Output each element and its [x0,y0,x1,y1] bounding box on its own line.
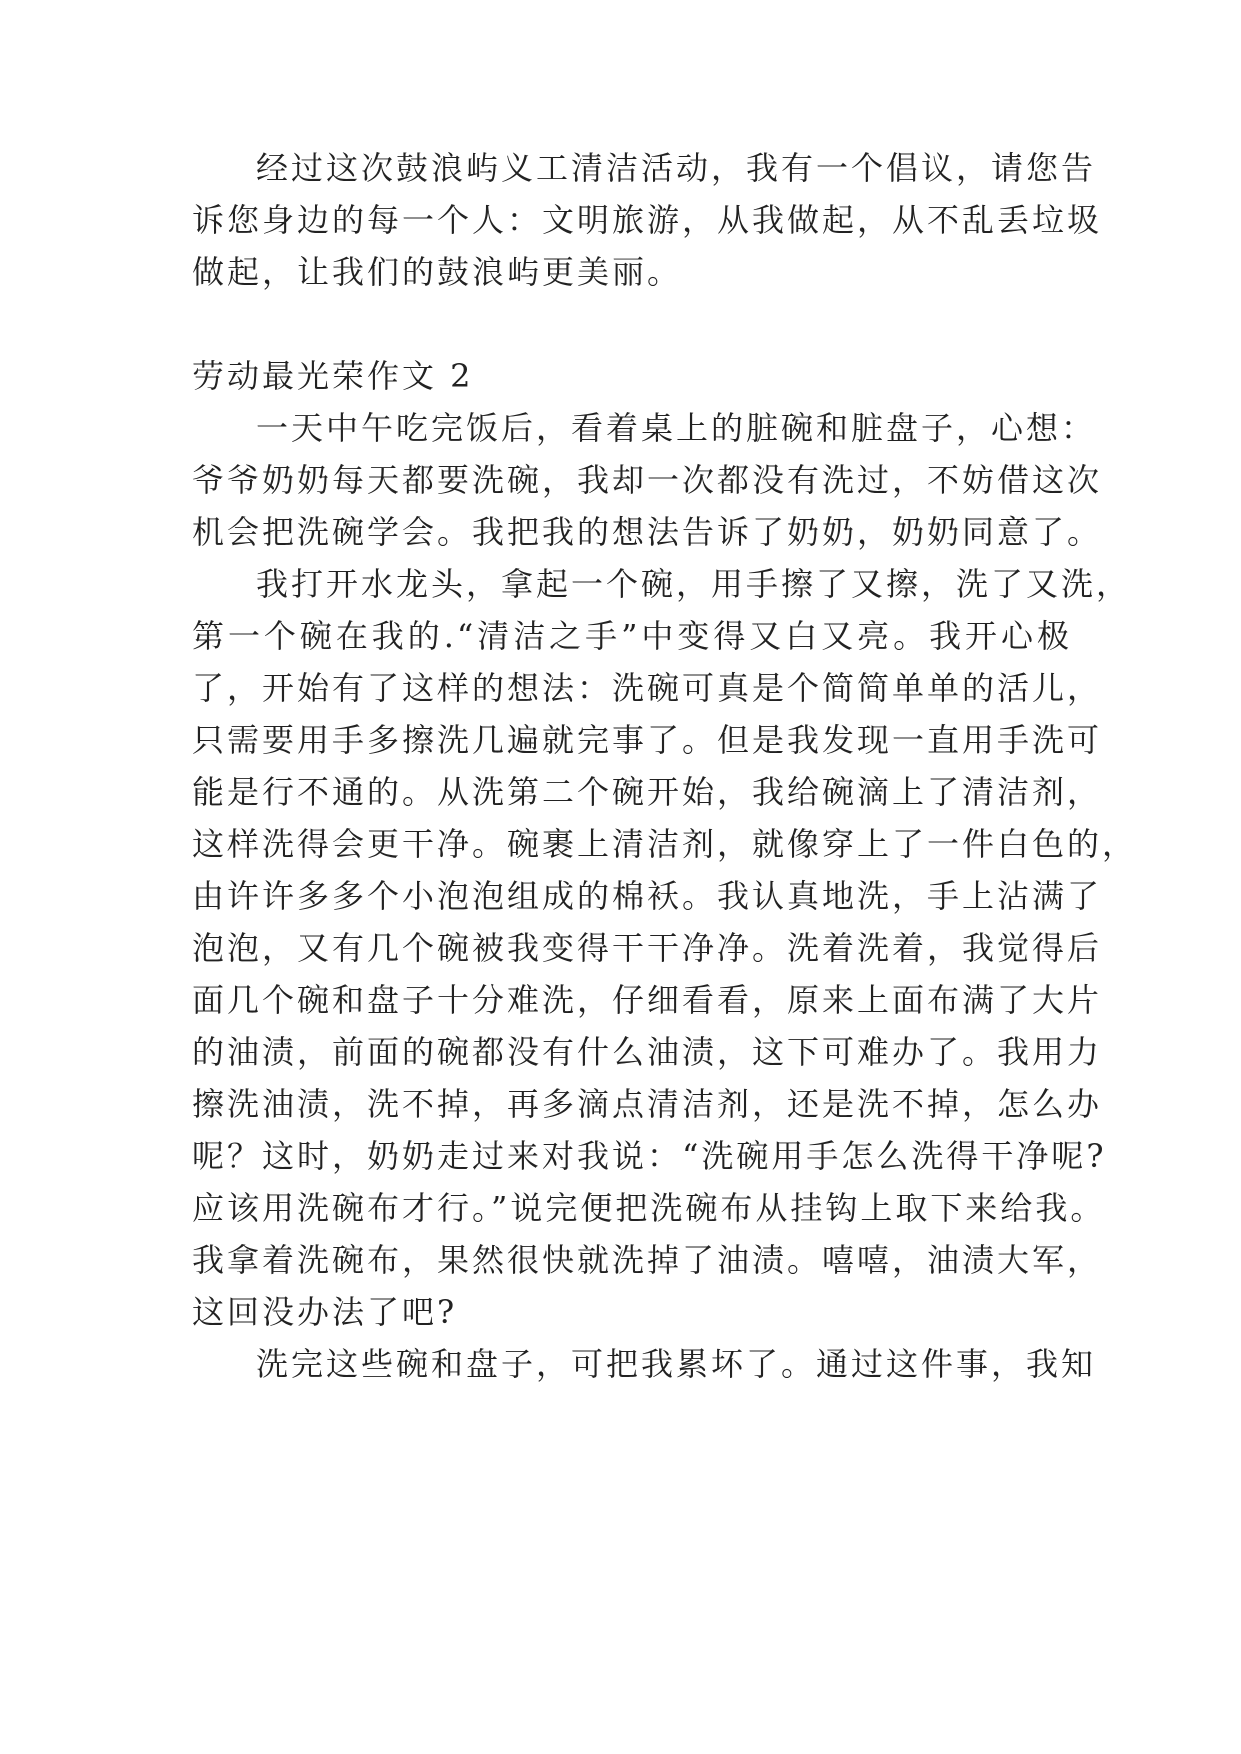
paragraph-line: 我打开水龙头，拿起一个碗，用手擦了又擦，洗了又洗， [256,565,1132,603]
paragraph-line: 泡泡，又有几个碗被我变得干干净净。洗着洗着，我觉得后 [192,929,1103,967]
paragraph-line: 机会把洗碗学会。我把我的想法告诉了奶奶，奶奶同意了。 [192,513,1103,551]
paragraph-line: 应该用洗碗布才行。”说完便把洗碗布从挂钩上取下来给我。 [192,1189,1106,1227]
paragraph-line: 诉您身边的每一个人：文明旅游，从我做起，从不乱丢垃圾 [192,201,1103,239]
paragraph-line: 面几个碗和盘子十分难洗，仔细看看，原来上面布满了大片 [192,981,1103,1019]
paragraph-line: 擦洗油渍，洗不掉，再多滴点清洁剂，还是洗不掉，怎么办 [192,1085,1103,1123]
paragraph-line: 能是行不通的。从洗第二个碗开始，我给碗滴上了清洁剂， [192,773,1103,811]
paragraph-line: 爷爷奶奶每天都要洗碗，我却一次都没有洗过，不妨借这次 [192,461,1103,499]
paragraph-line: 第一个碗在我的.“清洁之手”中变得又白又亮。我开心极 [192,617,1072,655]
paragraph-line: 一天中午吃完饭后，看着桌上的脏碗和脏盘子，心想： [256,409,1097,447]
paragraph-line: 这样洗得会更干净。碗裹上清洁剂，就像穿上了一件白色的， [192,825,1138,863]
section-heading: 劳动最光荣作文 2 [192,357,474,395]
paragraph-line: 了，开始有了这样的想法：洗碗可真是个简简单单的活儿， [192,669,1103,707]
paragraph-line: 我拿着洗碗布，果然很快就洗掉了油渍。嘻嘻，油渍大军， [192,1241,1103,1279]
paragraph-line: 经过这次鼓浪屿义工清洁活动，我有一个倡议，请您告 [256,149,1097,187]
paragraph-line: 洗完这些碗和盘子，可把我累坏了。通过这件事，我知 [256,1345,1097,1383]
paragraph-line: 这回没办法了吧? [192,1293,458,1331]
paragraph-line: 呢？这时，奶奶走过来对我说：“洗碗用手怎么洗得干净呢? [192,1137,1107,1175]
paragraph-line: 的油渍，前面的碗都没有什么油渍，这下可难办了。我用力 [192,1033,1103,1071]
paragraph-line: 做起，让我们的鼓浪屿更美丽。 [192,253,683,291]
paragraph-line: 由许许多多个小泡泡组成的棉袄。我认真地洗，手上沾满了 [192,877,1103,915]
paragraph-line: 只需要用手多擦洗几遍就完事了。但是我发现一直用手洗可 [192,721,1103,759]
